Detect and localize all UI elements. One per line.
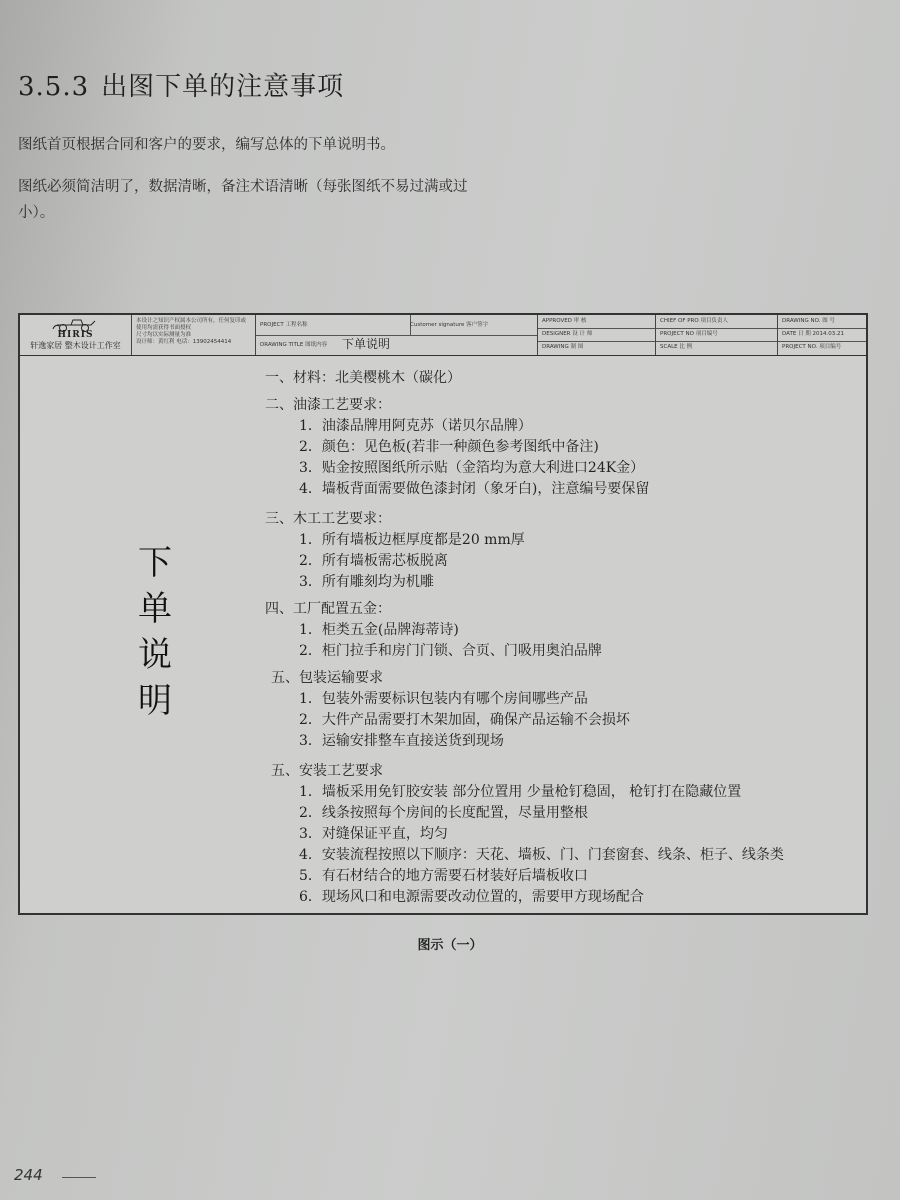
list-item: 1．油漆品牌用阿克苏（诺贝尔品牌） [299, 418, 532, 434]
figure-caption: 图示（一） [417, 938, 483, 953]
vertical-big-title [138, 540, 172, 724]
list-item: 5．有石材结合的地方需要石材装好后墙板收口 [299, 868, 588, 884]
big-title-char: 明 [138, 681, 172, 721]
section-heading [18, 66, 344, 103]
drawing-info-cell [778, 315, 866, 355]
drawing-no-label: DRAWING NO. 图 号 [778, 315, 866, 329]
approval-cell [538, 315, 656, 355]
note-line: 设计师：黄红利 电话：13902454414 [136, 339, 232, 345]
section-heading-installation: 五、安装工艺要求 [271, 763, 383, 779]
list-item: 1．墙板采用免钉胶安装 部分位置用 少量枪钉稳固， 枪钉打在隐藏位置 [299, 784, 742, 800]
list-item: 2．所有墙板需芯板脱离 [299, 553, 448, 569]
project-info-cell [656, 315, 778, 355]
section-heading-paint: 二、油漆工艺要求： [265, 397, 391, 413]
logo-text: HIRIS [57, 330, 94, 340]
section-title: 出图下单的注意事项 [101, 72, 345, 102]
list-item: 2．大件产品需要打木架加固，确保产品运输不会损坏 [299, 712, 630, 728]
instructions-content [265, 368, 784, 908]
big-title-char: 说 [138, 635, 172, 675]
list-item: 2．颜色：见色板(若非一种颜色参考图纸中备注) [299, 439, 599, 455]
designer-label: DESIGNER 设 计 师 [538, 328, 655, 342]
project-no2-label: PROJECT NO. 项目编号 [782, 344, 842, 350]
studio-name: 轩逸家居 整木设计工作室 [30, 341, 121, 350]
page-number-rule [62, 1177, 96, 1178]
drawing-title: 下单说明 [342, 337, 391, 351]
list-item: 6．现场风口和电源需要改动位置的，需要甲方现场配合 [299, 889, 644, 905]
section-number: 3.5.3 [18, 72, 90, 102]
list-item: 4．安装流程按照以下顺序：天花、墙板、门、门套窗套、线条、柜子、线条类 [299, 847, 784, 863]
drawing-sheet [18, 313, 868, 915]
approved-label: APPROVED 审 核 [538, 315, 655, 329]
section-heading-carpentry: 三、木工工艺要求： [265, 511, 391, 527]
drawing-label: DRAWING 制 图 [542, 344, 584, 350]
section-heading-packing: 五、包装运输要求 [271, 670, 383, 686]
list-item: 2．线条按照每个房间的长度配置，尽量用整根 [299, 805, 588, 821]
project-no-label: PROJECT NO 项目编号 [656, 328, 777, 342]
title-block [20, 315, 866, 356]
big-title-char: 下 [138, 543, 172, 583]
date-label: DATE 日 期 2014.03.21 [778, 328, 866, 342]
list-item: 2．柜门拉手和房门门锁、合页、门吸用奥泊品牌 [299, 643, 602, 659]
notes-cell [132, 315, 256, 355]
note-line: 本设计之知识产权属本公司所有，任何复印或使用均需获得书面授权 [136, 318, 247, 331]
logo-cell [20, 315, 132, 355]
list-item: 3．贴金按照图纸所示贴（金箔均为意大利进口24K金） [299, 460, 645, 476]
big-title-char: 单 [138, 589, 172, 629]
list-item: 3．对缝保证平直，均匀 [299, 826, 448, 842]
section-heading-materials: 一、材料：北美樱桃木（碳化） [265, 370, 461, 386]
scale-label: SCALE 比 例 [660, 344, 693, 350]
list-item: 1．包装外需要标识包装内有哪个房间哪些产品 [299, 691, 588, 707]
project-label: PROJECT 工程名称 [256, 315, 411, 336]
intro-paragraph-1: 图纸首页根据合同和客户的要求，编写总体的下单说明书。 [18, 137, 395, 153]
list-item: 4．墙板背面需要做色漆封闭（象牙白)，注意编号要保留 [299, 481, 650, 497]
list-item: 3．运输安排整车直接送货到现场 [299, 733, 504, 749]
chief-label: CHIEF OF PRO 项目负责人 [656, 315, 777, 329]
project-cell [256, 315, 538, 355]
list-item: 1．柜类五金(品牌海蒂诗) [299, 622, 459, 638]
page-number: 244 [14, 1166, 43, 1184]
list-item: 1．所有墙板边框厚度都是20 mm厚 [299, 532, 525, 548]
note-line: 尺寸均以实际测量为准 [136, 332, 192, 338]
drawing-title-label: DRAWING TITLE 图纸内容 [260, 342, 328, 348]
customer-signature-label: Customer signature 客户签字 [406, 315, 537, 336]
list-item: 3．所有雕刻均为机雕 [299, 574, 434, 590]
intro-paragraph-2: 图纸必须简洁明了，数据清晰，备注术语清晰（每张图纸不易过满或过小）。 [18, 179, 468, 221]
section-heading-hardware: 四、工厂配置五金： [265, 601, 391, 617]
